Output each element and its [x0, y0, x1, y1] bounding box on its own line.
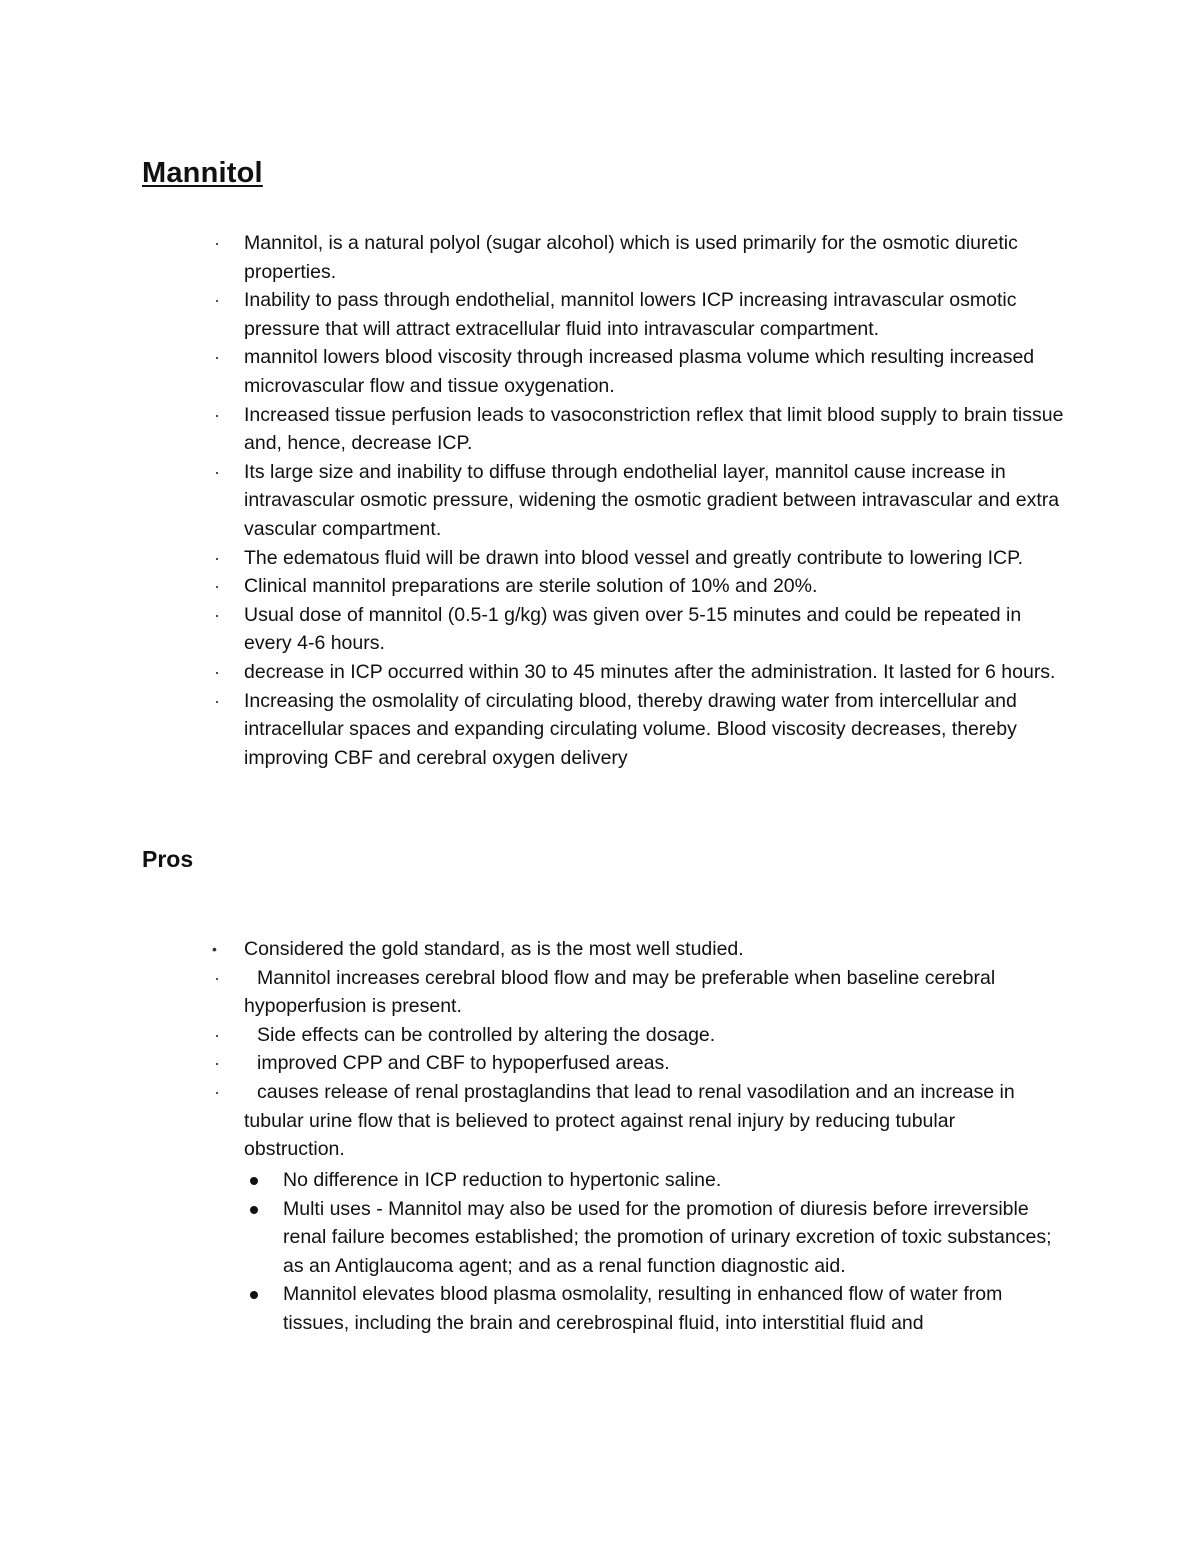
pros-sub-list	[283, 1166, 1073, 1338]
list-item: · The edematous fluid will be drawn into blood vessel and greatly contribute to lowering ICP.	[244, 544, 1074, 573]
filled-circle-bullet-icon	[250, 1291, 258, 1299]
bullet-dot-icon: ·	[214, 461, 220, 482]
list-item: · Side effects can be controlled by altering the dosage.	[244, 1021, 1044, 1050]
list-item: · decrease in ICP occurred within 30 to 45 minutes after the administration. It lasted for 6 hours.	[244, 658, 1074, 687]
list-item: · Its large size and inability to diffuse through endothelial layer, mannitol cause increase in intravascular osmotic pressure, widening the osmotic gradient between intravascular and extra vascular compartment.	[244, 458, 1074, 544]
list-item: · Clinical mannitol preparations are sterile solution of 10% and 20%.	[244, 572, 1074, 601]
bullet-dot-icon: ·	[214, 604, 220, 625]
bullet-dot-icon: ·	[214, 967, 220, 988]
list-item: · mannitol lowers blood viscosity through increased plasma volume which resulting increased microvascular flow and tissue oxygenation.	[244, 343, 1074, 400]
list-item: · Increased tissue perfusion leads to vasoconstriction reflex that limit blood supply to brain tissue and, hence, decrease ICP.	[244, 401, 1074, 458]
bullet-dot-icon: ·	[214, 233, 220, 253]
bullet-dot-icon: ·	[214, 404, 220, 425]
bullet-dot-icon: ·	[214, 690, 220, 711]
mechanism-list	[214, 229, 1074, 772]
bullet-dot-icon: ·	[214, 1024, 220, 1045]
list-item: · Usual dose of mannitol (0.5-1 g/kg) was given over 5-15 minutes and could be repeated in every 4-6 hours.	[244, 601, 1074, 658]
bullet-icon: •	[212, 941, 217, 957]
document-title: Mannitol	[142, 157, 263, 189]
list-item: · Inability to pass through endothelial, mannitol lowers ICP increasing intravascular osmotic pressure that will attract extracellular fluid into intravascular compartment.	[244, 286, 1074, 343]
list-item: · Increasing the osmolality of circulating blood, thereby drawing water from intercellular and intracellular spaces and expanding circulating volume. Blood viscosity decreases, thereby improving CBF and cerebral oxygen delivery	[244, 687, 1074, 773]
bullet-dot-icon: ·	[214, 290, 220, 311]
list-item: · causes release of renal prostaglandins that lead to renal vasodilation and an increase in tubular urine flow that is believed to protect against renal injury by reducing tubular obstruction.	[244, 1078, 1044, 1164]
bullet-dot-icon: ·	[214, 1053, 220, 1074]
pros-list	[212, 935, 1044, 1164]
list-item: Multi uses - Mannitol may also be used for the promotion of diuresis before irreversible renal failure becomes established; the promotion of urinary excretion of toxic substances; as an Antiglaucoma agent; and as a renal function diagnostic aid.	[283, 1195, 1073, 1281]
list-item: No difference in ICP reduction to hypertonic saline.	[283, 1166, 1073, 1195]
filled-circle-bullet-icon	[250, 1206, 258, 1214]
list-item: · Mannitol increases cerebral blood flow and may be preferable when baseline cerebral hypoperfusion is present.	[244, 964, 1044, 1021]
bullet-dot-icon: ·	[214, 547, 220, 568]
filled-circle-bullet-icon	[250, 1177, 258, 1185]
bullet-dot-icon: ·	[214, 347, 220, 368]
pros-heading: Pros	[142, 846, 194, 872]
list-item: · Mannitol, is a natural polyol (sugar alcohol) which is used primarily for the osmotic diuretic properties.	[244, 229, 1074, 286]
bullet-dot-icon: ·	[214, 1081, 220, 1102]
bullet-dot-icon: ·	[214, 576, 220, 597]
list-item: · improved CPP and CBF to hypoperfused areas.	[244, 1049, 1044, 1078]
bullet-dot-icon: ·	[214, 661, 220, 682]
list-item: • Considered the gold standard, as is the most well studied.	[244, 935, 1044, 964]
list-item: Mannitol elevates blood plasma osmolality, resulting in enhanced flow of water from tissues, including the brain and cerebrospinal fluid, into interstitial fluid and	[283, 1280, 1073, 1337]
